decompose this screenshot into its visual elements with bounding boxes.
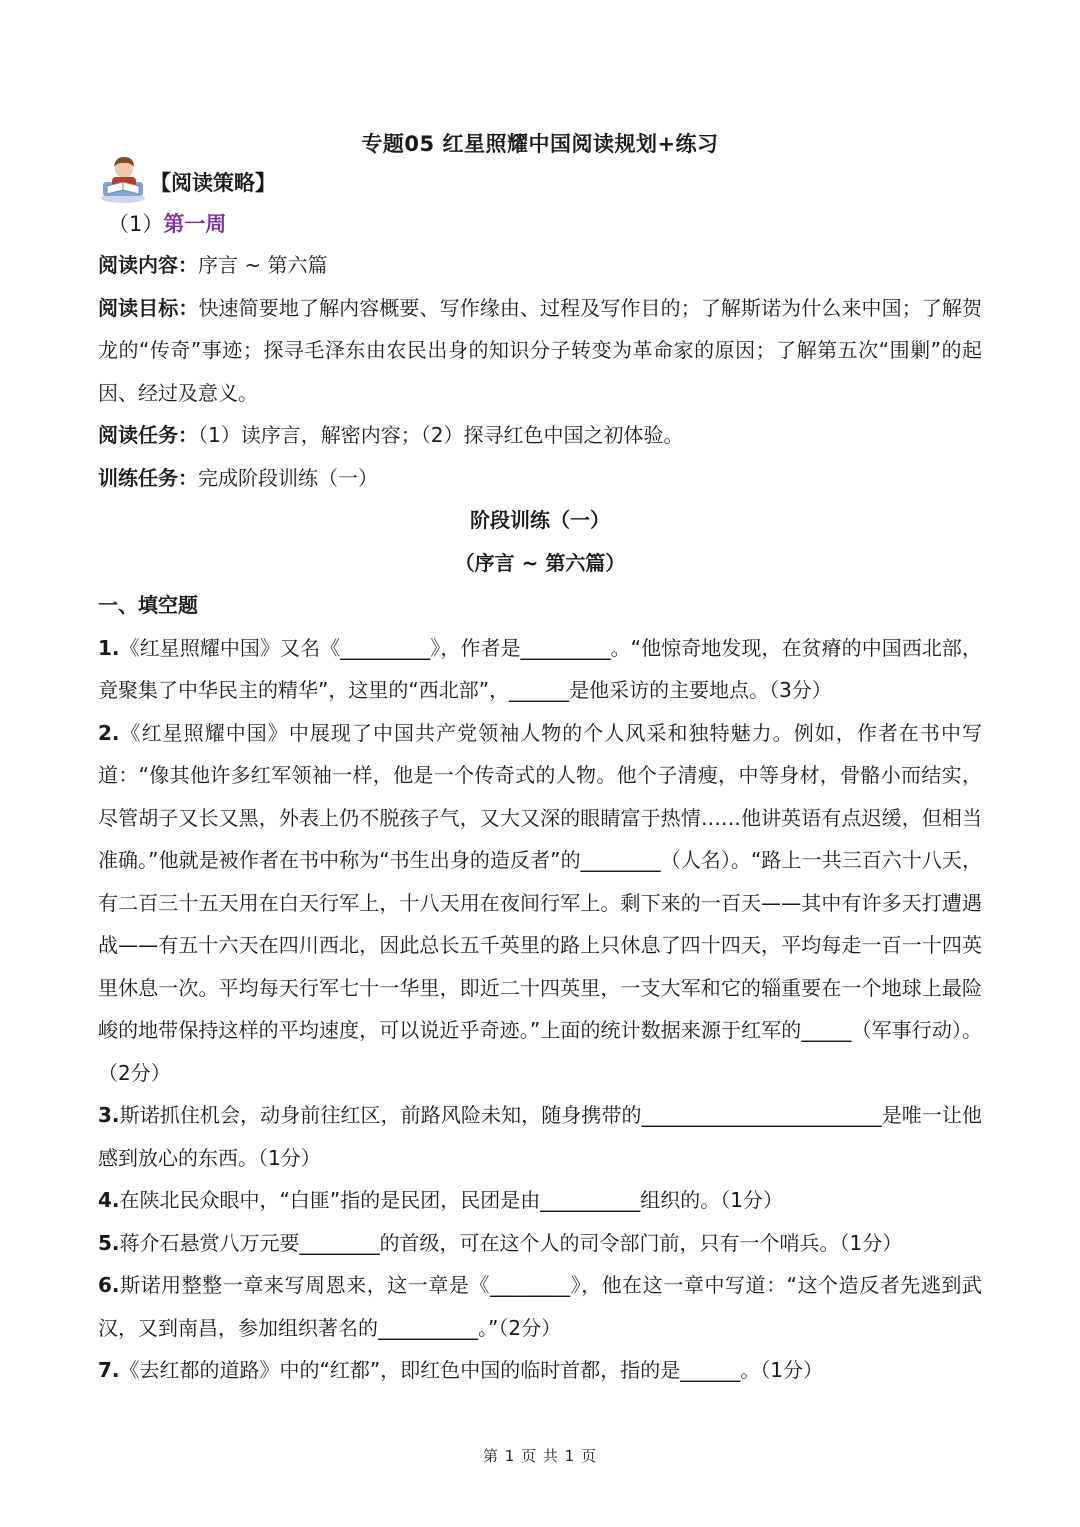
- question-number: 1.: [98, 635, 120, 660]
- week-heading: [108, 208, 226, 238]
- reading-child-icon: [97, 152, 149, 204]
- question-3: [98, 1094, 982, 1179]
- goal-value: 快速简要地了解内容概要、写作缘由、过程及写作目的；了解斯诺为什么来中国；了解贺龙的“传奇”事迹；探寻毛泽东由农民出身的知识分子转变为革命家的原因；了解第五次“围剿”的起因、经过及意义。: [98, 295, 983, 405]
- question-number: 7.: [98, 1358, 120, 1382]
- question-1: [98, 627, 982, 712]
- question-text: 斯诺抓住机会，动身前往红区，前路风险未知，随身携带的________________________是唯一让他感到放心的东西。（1分）: [98, 1103, 982, 1170]
- question-7: [98, 1349, 982, 1392]
- question-text: 《红星照耀中国》又名《_________》，作者是_________。“他惊奇地发现，在贫瘠的中国西北部，竟聚集了中华民主的精华”，这里的“西北部”，______是他采访的主要地点。（3分）: [98, 635, 982, 702]
- training-label: 训练任务：: [98, 465, 198, 490]
- question-6: [98, 1264, 982, 1349]
- content-value: 序言 ~ 第六篇: [198, 253, 328, 277]
- question-number: 5.: [98, 1230, 120, 1255]
- exercise-subheading: （序言 ~ 第六篇）: [454, 550, 626, 575]
- question-text: 斯诺用整整一章来写周恩来，这一章是《________》，他在这一章中写道：“这个造反者先逃到武汉，又到南昌，参加组织著名的__________。”（2分）: [98, 1273, 982, 1340]
- plan-training-line: [98, 457, 982, 500]
- question-text: 蒋介石悬赏八万元要________的首级，可在这个人的司令部门前，只有一个哨兵。（1分）: [119, 1230, 903, 1255]
- question-number: 6.: [98, 1273, 120, 1297]
- strategy-heading: 【阅读策略】: [150, 171, 276, 195]
- exercise-heading: 阶段训练（一）: [470, 508, 610, 532]
- plan-content-line: [98, 244, 982, 287]
- task-label: 阅读任务：: [98, 423, 198, 447]
- question-number: 3.: [98, 1103, 120, 1127]
- question-2: [98, 712, 982, 1095]
- question-text: 《去红都的道路》中的“红都”，即红色中国的临时首都，指的是______。（1分）: [119, 1358, 823, 1382]
- reading-plan: [98, 244, 982, 1392]
- week-number: （1）: [108, 212, 164, 236]
- task-value: （1）读序言，解密内容；（2）探寻红色中国之初体验。: [198, 423, 684, 447]
- question-5: [98, 1222, 982, 1265]
- page-footer: 第 1 页 共 1 页: [483, 1447, 597, 1465]
- plan-task-line: [98, 414, 982, 457]
- week-label: 第一周: [163, 212, 227, 236]
- plan-goal-line: [98, 287, 982, 415]
- question-number: 4.: [98, 1188, 120, 1212]
- question-text: 在陕北民众眼中，“白匪”指的是民团，民团是由__________组织的。（1分）: [119, 1188, 783, 1212]
- question-4: [98, 1179, 982, 1222]
- question-number: 2.: [98, 720, 120, 745]
- section-heading: 一、填空题: [98, 593, 198, 617]
- training-value: 完成阶段训练（一）: [198, 465, 378, 490]
- document-title: 专题05 红星照耀中国阅读规划+练习: [361, 132, 719, 156]
- content-label: 阅读内容：: [98, 253, 198, 277]
- question-text: 《红星照耀中国》中展现了中国共产党领袖人物的个人风采和独特魅力。例如，作者在书中写道：“像其他许多红军领袖一样，他是一个传奇式的人物。他个子清瘦，中等身材，骨骼小而结实，尽管胡子又长又黑，外表上仍不脱孩子气，又大又深的眼睛富于热情……他讲英语有点迟缓，但相当准确。”他就是被作者在书中称为“书生出身的造反者”的________（人名）。“路上一共三百六十八天，有二百三十五天用在白天行军上，十八天用在夜间行军上。剩下来的一百天——其中有许多天打遭遇战——有五十六天在四川西北，因此总长五千英里的路上只休息了四十四天，平均每走一百一十四英里休息一次。平均每天行军七十一华里，即近二十四英里，一支大军和它的辎重要在一个地球上最险峻的地带保持这样的平均速度，可以说近乎奇迹。”上面的统计数据来源于红军的_____（军事行动）。（2分）: [98, 720, 982, 1085]
- goal-label: 阅读目标：: [98, 295, 199, 320]
